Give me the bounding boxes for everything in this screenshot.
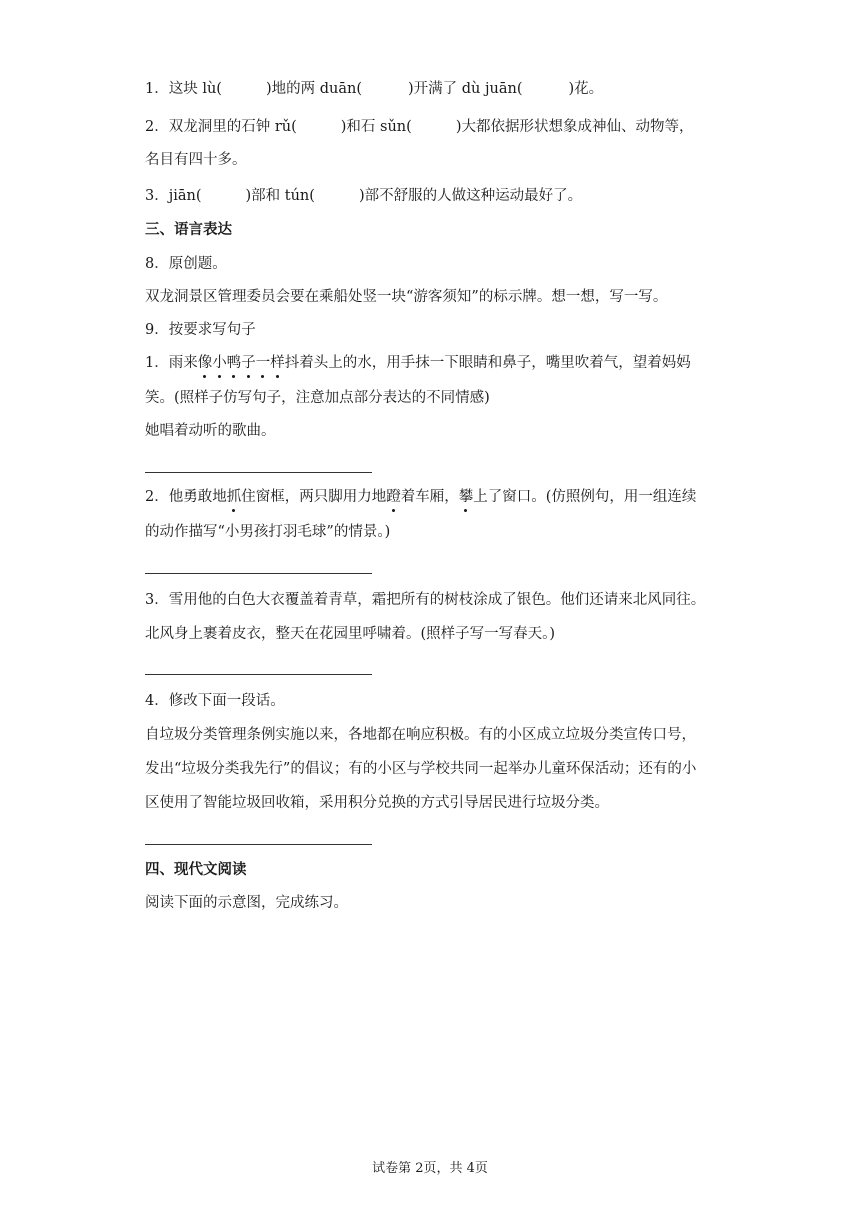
q1-part-3: )开满了 dù juān( [408, 81, 523, 97]
q2-part-2: )和石 sǔn( [340, 119, 412, 135]
q1-part-1: 1．这块 lù( [145, 81, 222, 97]
sentence-3-line-1: 3．雪用他的白色大衣覆盖着青草，霜把所有的树枝涂成了银色。他们还请来北风同往。 [145, 592, 706, 608]
answer-line-2[interactable] [145, 573, 372, 574]
question-9-title: 9．按要求写句子 [145, 322, 256, 338]
question-8-text: 双龙洞景区管理委员会要在乘船处竖一块“游客须知”的标示牌。想一想，写一写。 [145, 289, 668, 305]
q3-part-3: )部不舒服的人做这种运动最好了。 [358, 188, 583, 204]
dotted-char: 蹬 [386, 489, 401, 505]
q2-part-1: 2．双龙洞里的石钟 rǔ( [145, 119, 297, 135]
q1-part-4: )花。 [568, 81, 604, 97]
sentence-1-line-3: 她唱着动听的歌曲。 [145, 423, 276, 439]
q3-part-1: 3．jiān( [145, 188, 202, 204]
sentence-3-line-2: 北风身上裹着皮衣，整天在花园里呼啸着。(照样子写一写春天。) [145, 626, 556, 642]
q3-part-2: )部和 tún( [245, 188, 315, 204]
sentence-1-line-1 [145, 353, 691, 373]
answer-line-4[interactable] [145, 844, 372, 845]
pinyin-question-2 [145, 117, 693, 137]
pinyin-question-1 [145, 79, 603, 99]
dotted-char: 一 [255, 355, 271, 371]
sentence-4-line-1: 自垃圾分类管理条例实施以来，各地都在响应积极。有的小区成立垃圾分类宣传口号， [145, 727, 696, 743]
reading-intro: 阅读下面的示意图，完成练习。 [145, 895, 348, 911]
sentence-1-line-2: 笑。(照样子仿写句子，注意加点部分表达的不同情感) [145, 390, 490, 406]
section-heading-modern-reading: 四、现代文阅读 [145, 861, 247, 878]
sentence-4-line-3: 区使用了智能垃圾回收箱，采用积分兑换的方式引导居民进行垃圾分类。 [145, 795, 609, 811]
pinyin-question-3 [145, 186, 582, 206]
dotted-char: 子 [241, 355, 256, 371]
sentence-2-line-2: 的动作描写“小男孩打羽毛球”的情景。) [145, 524, 391, 540]
dotted-char: 像 [197, 355, 213, 371]
sentence-4-title: 4．修改下面一段话。 [145, 693, 285, 709]
s1-pre: 1．雨来 [145, 355, 198, 371]
s2-text-c: 着车厢， [400, 489, 459, 505]
dotted-char: 抓 [226, 489, 242, 505]
question-8-title: 8．原创题。 [145, 256, 227, 272]
section-heading-language-expression: 三、语言表达 [145, 221, 232, 238]
page-footer: 试卷第 2页，共 4页 [372, 1161, 488, 1176]
q1-part-2: )地的两 duān( [265, 81, 362, 97]
sentence-2-line-1 [145, 487, 696, 507]
s2-text-d: 上了窗口。(仿照例句，用一组连续 [473, 489, 697, 505]
q2-part-3: )大都依据形状想象成神仙、动物等， [455, 119, 694, 135]
s2-text-b: 住窗框，两只脚用力地 [241, 489, 387, 505]
dotted-char: 攀 [458, 489, 474, 505]
answer-line-3[interactable] [145, 674, 372, 675]
dotted-char: 小 [212, 355, 227, 371]
sentence-4-line-2: 发出“垃圾分类我先行”的倡议；有的小区与学校共同一起举办儿童环保活动；还有的小 [145, 761, 697, 777]
dotted-char: 样 [270, 355, 285, 371]
q2-continuation: 名目有四十多。 [145, 152, 247, 168]
answer-line-1[interactable] [145, 472, 372, 473]
s1-post: 抖着头上的水，用手抹一下眼睛和鼻子，嘴里吹着气，望着妈妈 [284, 355, 691, 371]
s2-text-a: 2．他勇敢地 [145, 489, 227, 505]
dotted-char: 鸭 [226, 355, 242, 371]
